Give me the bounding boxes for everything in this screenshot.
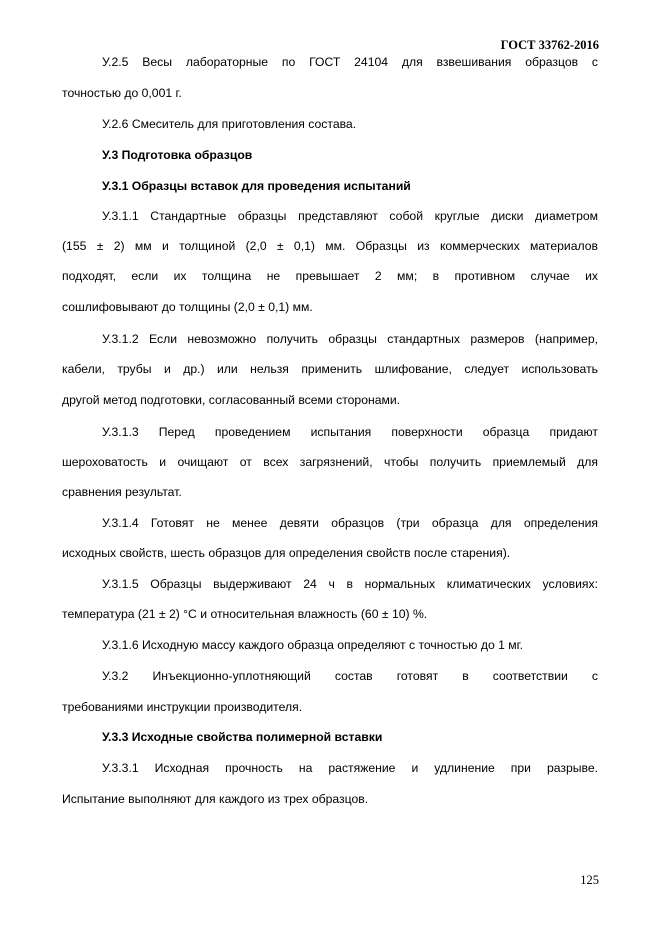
text-line: шероховатость и очищают от всех загрязнений, чтобы получить приемлемый для	[62, 455, 598, 469]
text-line: У.3.1.2 Если невозможно получить образцы стандартных размеров (например,	[102, 332, 598, 346]
text-line: У.2.5 Весы лабораторные по ГОСТ 24104 для взвешивания образцов с	[102, 55, 598, 69]
text-line: (155 ± 2) мм и толщиной (2,0 ± 0,1) мм. Образцы из коммерческих материалов	[62, 239, 598, 253]
section-heading: У.3 Подготовка образцов	[102, 148, 253, 162]
text-line: У.3.1.4 Готовят не менее девяти образцов (три образца для определения	[102, 516, 598, 530]
page-number: 125	[580, 873, 599, 887]
text-line: температура (21 ± 2) °С и относительная влажность (60 ± 10) %.	[62, 607, 428, 621]
text-line: кабели, трубы и др.) или нельзя применить шлифование, следует использовать	[62, 362, 598, 376]
text-line: У.3.1.6 Исходную массу каждого образца определяют с точностью до 1 мг.	[102, 638, 523, 652]
text-line: У.3.1.3 Перед проведением испытания поверхности образца придают	[102, 425, 598, 439]
text-line: сошлифовывают до толщины (2,0 ± 0,1) мм.	[62, 300, 313, 314]
text-line: другой метод подготовки, согласованный всеми сторонами.	[62, 393, 401, 407]
text-line: исходных свойств, шесть образцов для определения свойств после старения).	[62, 546, 511, 560]
text-line: У.3.2 Инъекционно-уплотняющий состав готовят в соответствии с	[102, 669, 598, 683]
text-line: Испытание выполняют для каждого из трех образцов.	[62, 792, 369, 806]
text-line: подходят, если их толщина не превышает 2 мм; в противном случае их	[62, 269, 598, 283]
text-line: У.3.3.1 Исходная прочность на растяжение и удлинение при разрыве.	[102, 761, 598, 775]
subsection-heading: У.3.1 Образцы вставок для проведения испытаний	[102, 179, 411, 193]
text-line: У.3.1.1 Стандартные образцы представляют собой круглые диски диаметром	[102, 209, 598, 223]
subsection-heading: У.3.3 Исходные свойства полимерной вставки	[102, 730, 383, 744]
text-line: У.2.6 Смеситель для приготовления состава.	[102, 117, 357, 131]
text-line: требованиями инструкции производителя.	[62, 700, 303, 714]
document-header: ГОСТ 33762-2016	[500, 38, 599, 52]
text-line: У.3.1.5 Образцы выдерживают 24 ч в нормальных климатических условиях:	[102, 577, 598, 591]
text-line: точностью до 0,001 г.	[62, 86, 182, 100]
text-line: сравнения результат.	[62, 485, 182, 499]
